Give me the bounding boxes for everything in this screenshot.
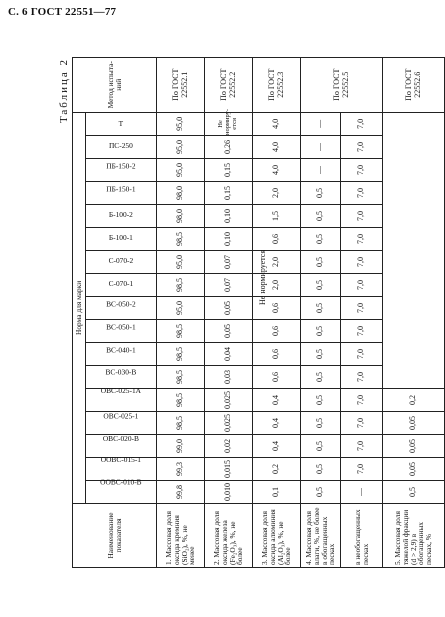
value-cell: 7,0 (341, 205, 383, 228)
grade-label: ВС-050-1 (106, 322, 136, 332)
table-row (157, 57, 205, 567)
value-cell: 7,0 (341, 182, 383, 205)
value-cell: 2,0 (253, 274, 301, 297)
table-row (341, 57, 383, 567)
indicator-cell: 2. Массовая доля оксида железа (Fe₂O₃), %, не более (205, 504, 253, 568)
grade-label: ОВС-025-1А (100, 385, 142, 395)
value-cell: 7,0 (341, 274, 383, 297)
grade-column-header (86, 182, 157, 205)
value-cell: 99,0 (157, 435, 205, 458)
value-cell: 0,015 (205, 458, 253, 481)
value-cell: 2,0 (253, 182, 301, 205)
table-caption: Таблица 2 (58, 58, 70, 124)
value-cell: 7,0 (341, 320, 383, 343)
value-cell: 0,05 (205, 320, 253, 343)
value-cell: 4,0 (253, 112, 301, 135)
grade-label: С-070-2 (108, 255, 134, 265)
value-cell: 0,5 (301, 228, 341, 251)
value-cell: 98,5 (157, 274, 205, 297)
method-cell: По ГОСТ 22552.3 (253, 57, 301, 112)
value-cell: 0,04 (205, 343, 253, 366)
value-cell: 98,0 (157, 182, 205, 205)
grade-column-header (86, 112, 157, 135)
value-cell: 0,025 (205, 412, 253, 435)
grade-column-header (86, 159, 157, 182)
indicator-cell: 4. Массовая доля влаги, %, не более в обогащенных песках (301, 504, 341, 568)
value-cell: 0,5 (301, 389, 341, 412)
value-cell: 0,05 (383, 412, 445, 435)
value-cell: 7,0 (341, 343, 383, 366)
value-cell: 98,5 (157, 412, 205, 435)
value-cell: 7,0 (341, 412, 383, 435)
indicator-cell: 3. Массовая доля оксида алюминия (Al₂O₃), %, не более (253, 504, 301, 568)
table-row (253, 57, 301, 567)
value-cell: 4,0 (253, 159, 301, 182)
value-cell: 99,8 (157, 481, 205, 504)
value-cell: 0,6 (253, 228, 301, 251)
table-row (301, 57, 341, 567)
grade-label: ПБ-150-1 (106, 184, 136, 194)
value-cell: 0,5 (301, 366, 341, 389)
value-cell: 0,5 (301, 435, 341, 458)
value-cell: 95,0 (157, 136, 205, 159)
value-cell: 7,0 (341, 136, 383, 159)
value-cell: 7,0 (341, 228, 383, 251)
indicator-cell: в необогащенных песках (341, 504, 383, 568)
indicator-cell: 5. Массовая доля тяжелой фракции (d > 2,9) в обогащенных песках, % (383, 504, 445, 568)
grade-column-header (86, 136, 157, 159)
value-cell: 98,5 (157, 366, 205, 389)
value-cell: 0,1 (253, 481, 301, 504)
value-cell: 0,05 (383, 435, 445, 458)
value-cell: 0,010 (205, 481, 253, 504)
value-cell: 7,0 (341, 112, 383, 135)
value-cell: 0,5 (301, 412, 341, 435)
value-cell: 98,5 (157, 228, 205, 251)
value-cell: 0,07 (205, 251, 253, 274)
value-cell: 95,0 (157, 297, 205, 320)
value-cell: 99,3 (157, 458, 205, 481)
value-cell: 0,4 (253, 389, 301, 412)
value-cell: 0,4 (253, 435, 301, 458)
value-cell: 7,0 (341, 251, 383, 274)
value-cell: 98,5 (157, 389, 205, 412)
value-cell: 0,2 (383, 389, 445, 412)
value-cell: 0,10 (205, 205, 253, 228)
grade-column-header (86, 251, 157, 274)
value-cell: — (341, 481, 383, 504)
value-cell: 0,6 (253, 343, 301, 366)
value-cell: 0,15 (205, 159, 253, 182)
grade-column-header (86, 385, 157, 412)
value-cell: 0,10 (205, 228, 253, 251)
method-cell: По ГОСТ 22552.1 (157, 57, 205, 112)
indicator-header: Наименование показателя (73, 504, 157, 568)
value-cell: 0,5 (301, 297, 341, 320)
value-cell: 0,6 (253, 320, 301, 343)
value-cell: 4,0 (253, 136, 301, 159)
grade-column-header (86, 297, 157, 320)
value-cell: 0,26 (205, 136, 253, 159)
value-cell: — (301, 112, 341, 135)
grade-column-header (86, 205, 157, 228)
value-cell: 7,0 (341, 297, 383, 320)
value-cell: 0,5 (301, 343, 341, 366)
value-cell: 7,0 (341, 159, 383, 182)
grade-column-header (86, 274, 157, 297)
value-cell: Не нормиру-ется (205, 112, 253, 135)
value-cell: 95,0 (157, 159, 205, 182)
grade-label: ООВС-015-1 (100, 454, 142, 464)
value-cell: 98,5 (157, 320, 205, 343)
grade-column-header (86, 228, 157, 251)
grade-label: ВС-040-1 (106, 345, 136, 355)
value-cell: 0,05 (205, 297, 253, 320)
value-cell: 0,6 (253, 366, 301, 389)
value-cell: 1,5 (253, 205, 301, 228)
method-cell: По ГОСТ 22552.5 (301, 57, 383, 112)
value-cell: 0,5 (301, 182, 341, 205)
value-cell: 7,0 (341, 389, 383, 412)
value-cell: 7,0 (341, 435, 383, 458)
value-cell: 95,0 (157, 251, 205, 274)
value-cell: 0,4 (253, 412, 301, 435)
value-cell: 0,07 (205, 274, 253, 297)
value-cell: 0,5 (301, 481, 341, 504)
grade-label: ПС-250 (109, 141, 133, 151)
value-cell: 0,5 (301, 320, 341, 343)
value-cell: 0,5 (301, 251, 341, 274)
grade-label: Б-100-2 (109, 210, 133, 220)
not-normalized-cell (383, 112, 445, 388)
page-header: С. 6 ГОСТ 22551—77 (8, 6, 117, 18)
value-cell: 0,2 (253, 458, 301, 481)
value-cell: 7,0 (341, 366, 383, 389)
value-cell: 7,0 (341, 458, 383, 481)
not-normalized-note: Не нормируется (258, 250, 267, 305)
value-cell: 0,025 (205, 389, 253, 412)
grade-label: ОВС-025-1 (103, 411, 139, 421)
value-cell: 95,0 (157, 112, 205, 135)
table-row (383, 57, 445, 567)
indicator-cell: 1. Массовая доля оксида кремния (SiO₂), %, не менее (157, 504, 205, 568)
rotated-table-block (58, 58, 434, 568)
value-cell: 98,5 (157, 343, 205, 366)
value-cell: 0,5 (383, 481, 445, 504)
grade-label: ВС-030-В (105, 367, 137, 377)
table-row (205, 57, 253, 567)
method-header: Метод испыта-ний (73, 57, 157, 112)
grade-column-header (86, 343, 157, 366)
value-cell: 98,0 (157, 205, 205, 228)
value-cell: 0,5 (301, 274, 341, 297)
grade-label: С-070-1 (108, 278, 134, 288)
quality-norms-table (72, 57, 445, 568)
grade-column-header (86, 477, 157, 504)
grade-label: Б-100-1 (109, 233, 133, 243)
grade-column-header (86, 320, 157, 343)
value-cell: 2,0 (253, 251, 301, 274)
value-cell: 0,03 (205, 366, 253, 389)
grade-column-header (86, 412, 157, 435)
method-cell: По ГОСТ 22552.2 (205, 57, 253, 112)
value-cell: 0,15 (205, 182, 253, 205)
value-cell: 0,02 (205, 435, 253, 458)
grade-label: ПБ-150-2 (106, 161, 136, 171)
value-cell: 0,5 (301, 205, 341, 228)
grade-label: Т (118, 119, 124, 128)
grade-group-header: Норма для марки (73, 112, 86, 503)
grade-label: ВС-050-2 (106, 299, 136, 309)
method-cell: По ГОСТ 22552.6 (383, 57, 445, 112)
value-cell: — (301, 159, 341, 182)
value-cell: — (301, 136, 341, 159)
value-cell: 0,5 (301, 458, 341, 481)
grade-label: ОВС-020-В (102, 434, 140, 444)
value-cell: 0,6 (253, 297, 301, 320)
value-cell: 0,05 (383, 458, 445, 481)
grade-label: ООВС-010-В (100, 477, 142, 487)
